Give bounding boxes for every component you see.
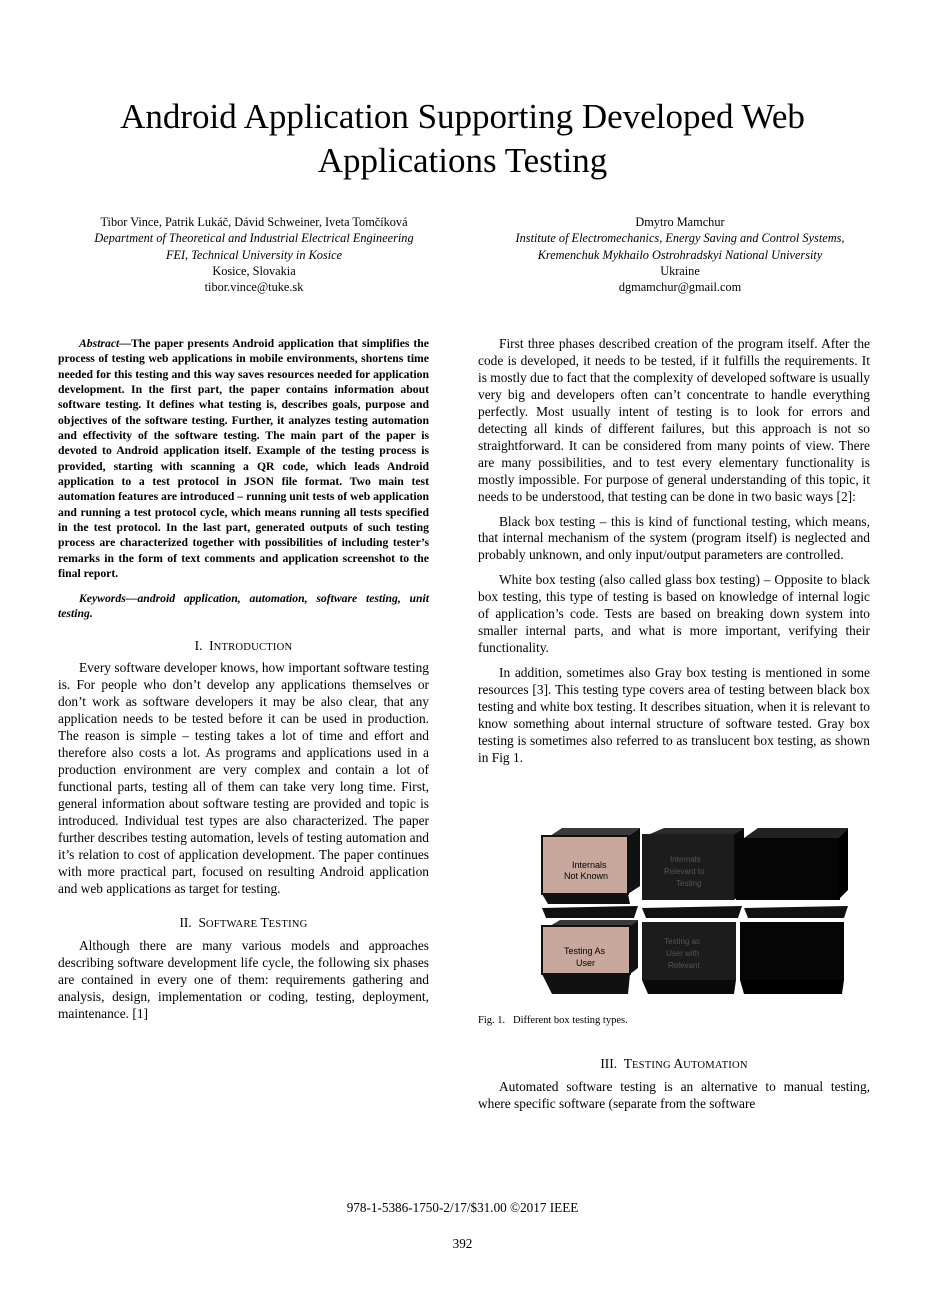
box-side-face (630, 920, 638, 974)
box-divider (642, 906, 742, 918)
author-email: dgmamchur@gmail.com (618, 280, 742, 295)
left-column (58, 336, 429, 1023)
author-names: Dmytro Mamchur (635, 215, 725, 229)
box-bottom-face (542, 894, 630, 904)
box-label: Relevant to (664, 867, 705, 876)
keywords-text: —android application, automation, software testing, unit testing. (58, 591, 429, 620)
testing-automation-paragraph: Automated software testing is an alternative to manual testing, where specific software (separate from the software (478, 1078, 870, 1111)
title-line-2: Applications Testing (317, 141, 608, 180)
paper-title (60, 95, 865, 183)
caption-number: Fig. 1. (478, 1015, 506, 1026)
intro-paragraph: Every software developer knows, how important software testing is. For people who don’t develop any applications themselves or don’t work as software developers it may be also clear, that any application needs to be tested before it can be used in production. The reason is simple – testing takes a lot of time and effort and therefore also costs a lot. As programs and applications used in a production environment are very complex and contain a lot of functional parts, testing all of them can take very long time. First, general information about software testing are provided and topic is introduced. Individual test types are also characterized. The paper further describes testing automation, levels of testing automation and it’s relation to cost of application development. The paper continues with more practical part, focused on resulting Android application and web applications as target for testing. (58, 660, 429, 896)
author-institution: Kremenchuk Mykhailo Ostrohradskyi National University (537, 247, 823, 262)
box-bottom-face (542, 974, 630, 994)
heading-initial: I (209, 638, 214, 654)
heading-initial: T (623, 1056, 632, 1071)
abstract (58, 336, 429, 582)
box-label: Testing (676, 879, 702, 888)
keywords-label: Keywords (79, 591, 126, 605)
box-side-face (628, 828, 640, 894)
copyright-line: 978-1-5386-1750-2/17/$31.00 ©2017 IEEE (346, 1200, 579, 1215)
heading-rest: ESTING (631, 1060, 671, 1071)
author-institution: FEI, Technical University in Kosice (165, 247, 343, 262)
box-label: Testing as (664, 937, 701, 946)
phases-paragraph: First three phases described creation of the program itself. After the code is developed, it needs to be tested, if it fulfills the requirements. It is mostly due to fact that the complexity of developed software is usually very big and developers often can’t concentrate to handle everything perfectly. Most usually intent of testing is to look for errors and detecting all kinds of different failures, but this approach is not so straightforward. It can be considered from many points of view. There are many possibilities, and to test every elementary functionality is mostly impossible. For purpose of general understanding of this topic, it needs to be understood, that testing can be done in two basic ways [2]: (478, 336, 870, 504)
section-number: II. (179, 915, 192, 931)
right-column (478, 336, 870, 767)
box-label: Testing As (564, 946, 606, 956)
figure-caption (478, 1014, 628, 1028)
white-box-paragraph: White box testing (also called glass box testing) – Opposite to black box testing, this type of testing is based on knowledge of internal logic of application’s code. Tests are based on breaking down system into smaller internal parts, and what is more important, verifying their functionality. (478, 572, 870, 656)
heading-initial: S (198, 915, 206, 931)
heading-rest: OFTWARE (205, 919, 258, 931)
box-black-bottom (740, 922, 844, 980)
box-label: Relevant (668, 961, 700, 970)
box-side-face (838, 828, 848, 900)
author-block-right (466, 214, 894, 295)
author-department: Department of Theoretical and Industrial Electrical Engineering (94, 231, 414, 246)
figure-box-testing-types (538, 828, 872, 998)
abstract-text: —The paper presents Android application that simplifies the process of testing web applications in mobile environments, shortens time needed for this testing and this way saves resources needed for application development. In the first part, the paper contains information about software testing. It defines what testing is, describes goals, purpose and objectives of the software testing. Further, it analyzes testing automation and effectivity of the software testing. The main part of the paper is devoted to Android application itself. Example of the testing process is provided, starting with scanning a QR code, which leads Android application to a test protocol in JSON file format. Two main test automation features are introduced – running unit tests of web application and running a test protocol cycle, which means running all tests specified in the test protocol. In the last part, generated outputs of such testing process are characterized together with possibilities of including tester’s remarks in the form of text comments and application screenshot to the final report. (58, 337, 429, 581)
box-top-face (550, 828, 640, 836)
box-top-face (650, 828, 744, 834)
author-department: Institute of Electromechanics, Energy Saving and Control Systems, (515, 231, 845, 246)
gray-box-paragraph: In addition, sometimes also Gray box testing is mentioned in some resources [3]. This testing type covers area of testing between black box testing and white box testing. It describes situation, when it is relevant to know something about internal structure of software tested. Gray box testing is sometimes also referred to as translucent box testing, as shown in Fig 1. (478, 665, 870, 765)
author-block-left (40, 214, 468, 295)
box-bottom-face (740, 980, 844, 994)
box-black (736, 838, 840, 900)
box-label: Internals (572, 860, 607, 870)
box-label: Internals (670, 855, 701, 864)
box-divider (542, 906, 638, 918)
box-label: User with (666, 949, 700, 958)
heading-initial: T (260, 915, 269, 931)
abstract-label: Abstract (79, 337, 120, 350)
author-city: Kosice, Slovakia (212, 263, 296, 278)
right-column-bottom (478, 1056, 870, 1113)
box-label: User (576, 958, 596, 968)
heading-rest: ESTING (268, 919, 308, 931)
section-number: III. (600, 1056, 618, 1071)
author-city: Ukraine (660, 263, 700, 278)
section-heading-introduction (58, 638, 429, 657)
section-number: I. (194, 638, 203, 654)
software-testing-paragraph: Although there are many various models and approaches describing software development life cycle, the following six phases are contained in every one of them: requirements gathering and analysis, design, implementation or coding, testing, deployment, maintenance. [1] (58, 938, 429, 1022)
page-number: 392 (452, 1236, 473, 1251)
section-heading-software-testing (58, 915, 429, 934)
caption-text: Different box testing types. (513, 1015, 628, 1026)
heading-rest: UTOMATION (683, 1060, 748, 1071)
title-line-1: Android Application Supporting Developed Web (120, 97, 805, 136)
heading-rest: NTRODUCTION (213, 642, 293, 654)
box-divider (744, 906, 848, 918)
heading-initial: A (673, 1056, 684, 1071)
black-box-paragraph: Black box testing – this is kind of functional testing, which means, that internal mechanism of the system (program itself) is neglected and probably unknown, and only input/output parameters are controlled. (478, 513, 870, 563)
box-label: Not Known (564, 871, 609, 881)
box-top-face (744, 828, 848, 838)
box-bottom-face (642, 980, 736, 994)
author-email: tibor.vince@tuke.sk (204, 280, 304, 295)
keywords (58, 591, 429, 622)
author-names: Tibor Vince, Patrik Lukáč, Dávid Schweiner, Iveta Tomčíková (100, 215, 408, 229)
section-heading-testing-automation (478, 1056, 870, 1075)
